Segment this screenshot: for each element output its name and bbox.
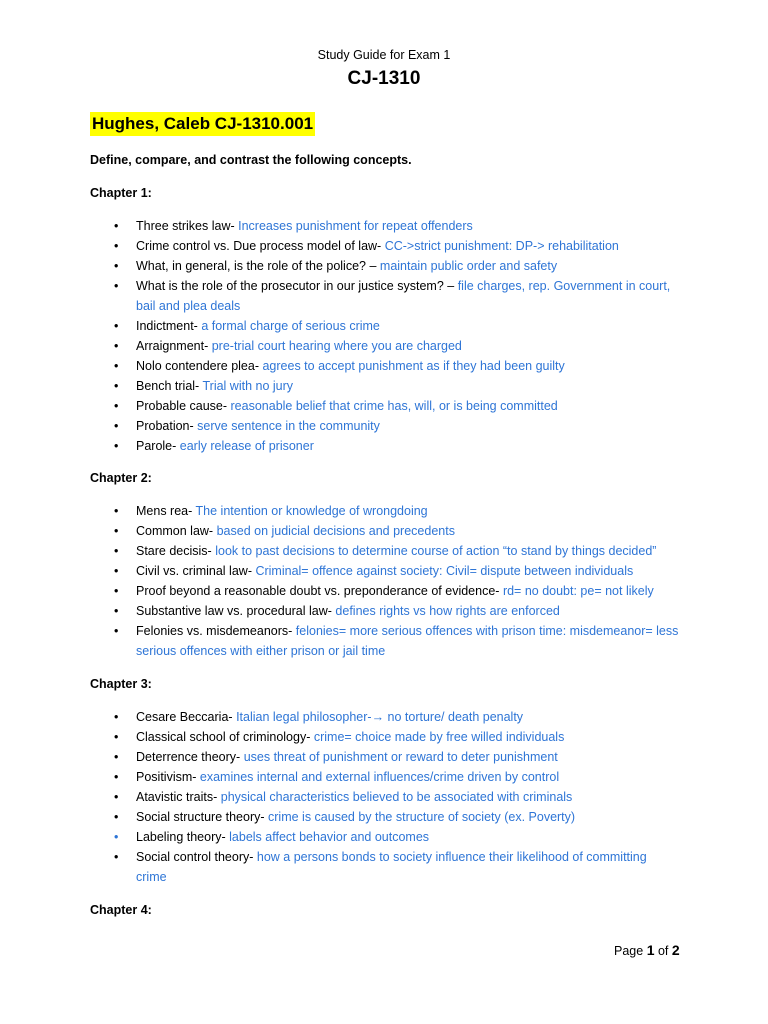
- definition: uses threat of punishment or reward to deter punishment: [243, 750, 558, 764]
- term: Probable cause-: [136, 399, 228, 413]
- definition: crime= choice made by free willed individuals: [313, 730, 565, 744]
- term: Common law-: [136, 524, 214, 538]
- list-item: [90, 256, 680, 276]
- definition: agrees to accept punishment as if they had been guilty: [262, 359, 565, 373]
- list-item: [90, 216, 680, 236]
- list-item: [90, 581, 680, 601]
- definition: serve sentence in the community: [197, 419, 380, 433]
- term: Cesare Beccaria-: [136, 710, 233, 724]
- definition: early release of prisoner: [179, 439, 314, 453]
- term: Crime control vs. Due process model of law-: [136, 239, 382, 253]
- document-title: CJ-1310: [347, 68, 421, 89]
- chapter-3-list: [90, 707, 680, 887]
- term: Atavistic traits-: [136, 790, 218, 804]
- list-item: [90, 787, 680, 807]
- term: Nolo contendere plea-: [136, 359, 259, 373]
- definition: reasonable belief that crime has, will, or is being committed: [230, 399, 558, 413]
- definition: labels affect behavior and outcomes: [229, 830, 430, 844]
- definition: examines internal and external influences/crime driven by control: [199, 770, 560, 784]
- list-item: [90, 601, 680, 621]
- list-item: [90, 827, 680, 847]
- list-item: [90, 541, 680, 561]
- definition: rd= no doubt: pe= not likely: [502, 584, 654, 598]
- definition: defines rights vs how rights are enforced: [335, 604, 560, 618]
- definition: pre-trial court hearing where you are charged: [211, 339, 462, 353]
- list-item: [90, 396, 680, 416]
- term: Indictment-: [136, 319, 198, 333]
- chapter-4-heading: Chapter 4:: [90, 903, 152, 917]
- list-item: [90, 727, 680, 747]
- definition: The intention or knowledge of wrongdoing: [195, 504, 428, 518]
- term: Social control theory-: [136, 850, 254, 864]
- list-item: [90, 707, 680, 727]
- definition: felonies= more serious offences with prison time: misdemeanor= less serious offences with either prison or jail time: [136, 624, 679, 658]
- list-item: [90, 621, 680, 661]
- definition: maintain public order and safety: [379, 259, 558, 273]
- term: What, in general, is the role of the police? –: [136, 259, 377, 273]
- student-name-highlight: Hughes, Caleb CJ-1310.001: [90, 112, 315, 136]
- definition: crime is caused by the structure of society (ex. Poverty): [268, 810, 576, 824]
- definition: Criminal= offence against society: Civil= dispute between individuals: [255, 564, 634, 578]
- term: Social structure theory-: [136, 810, 265, 824]
- term: Positivism-: [136, 770, 197, 784]
- term: Arraignment-: [136, 339, 209, 353]
- list-item: [90, 847, 680, 887]
- list-item: [90, 521, 680, 541]
- page-total: 2: [671, 942, 680, 958]
- definition: Italian legal philosopher-→ no torture/ death penalty: [236, 710, 524, 724]
- definition: Trial with no jury: [202, 379, 294, 393]
- term: Mens rea-: [136, 504, 193, 518]
- term: Three strikes law-: [136, 219, 235, 233]
- chapter-2-heading: Chapter 2:: [90, 471, 152, 485]
- chapter-1-heading: Chapter 1:: [90, 186, 152, 200]
- document-subtitle: Study Guide for Exam 1: [317, 48, 451, 62]
- list-item: [90, 316, 680, 336]
- list-item: [90, 376, 680, 396]
- list-item: [90, 767, 680, 787]
- chapter-2-list: [90, 501, 680, 661]
- term: Civil vs. criminal law-: [136, 564, 252, 578]
- list-item: [90, 236, 680, 256]
- chapter-3-heading: Chapter 3:: [90, 677, 152, 691]
- term: Substantive law vs. procedural law-: [136, 604, 332, 618]
- list-item: [90, 336, 680, 356]
- term: Stare decisis-: [136, 544, 212, 558]
- list-item: [90, 276, 680, 316]
- term: Probation-: [136, 419, 194, 433]
- list-item: [90, 436, 680, 456]
- page-number: [614, 942, 680, 958]
- definition: look to past decisions to determine course of action “to stand by things decided”: [215, 544, 657, 558]
- term: Proof beyond a reasonable doubt vs. preponderance of evidence-: [136, 584, 500, 598]
- term: Deterrence theory-: [136, 750, 241, 764]
- page-word: Page: [614, 944, 644, 958]
- definition: based on judicial decisions and precedents: [216, 524, 455, 538]
- list-item: [90, 561, 680, 581]
- of-word: of: [657, 944, 669, 958]
- term: What is the role of the prosecutor in our justice system? –: [136, 279, 455, 293]
- definition: Increases punishment for repeat offenders: [238, 219, 473, 233]
- term: Felonies vs. misdemeanors-: [136, 624, 293, 638]
- list-item: [90, 501, 680, 521]
- chapter-1-list: [90, 216, 680, 456]
- term: Parole-: [136, 439, 177, 453]
- term: Bench trial-: [136, 379, 200, 393]
- page-current: 1: [646, 942, 655, 958]
- definition: a formal charge of serious crime: [201, 319, 380, 333]
- definition: physical characteristics believed to be associated with criminals: [220, 790, 573, 804]
- list-item: [90, 416, 680, 436]
- definition: CC->strict punishment: DP-> rehabilitation: [384, 239, 619, 253]
- list-item: [90, 747, 680, 767]
- list-item: [90, 356, 680, 376]
- list-item: [90, 807, 680, 827]
- term: Classical school of criminology-: [136, 730, 311, 744]
- term: Labeling theory-: [136, 830, 226, 844]
- definition: how a persons bonds to society influence their likelihood of committing crime: [136, 850, 647, 884]
- definition: file charges, rep. Government in court, bail and plea deals: [136, 279, 671, 313]
- instruction-text: Define, compare, and contrast the following concepts.: [90, 153, 412, 167]
